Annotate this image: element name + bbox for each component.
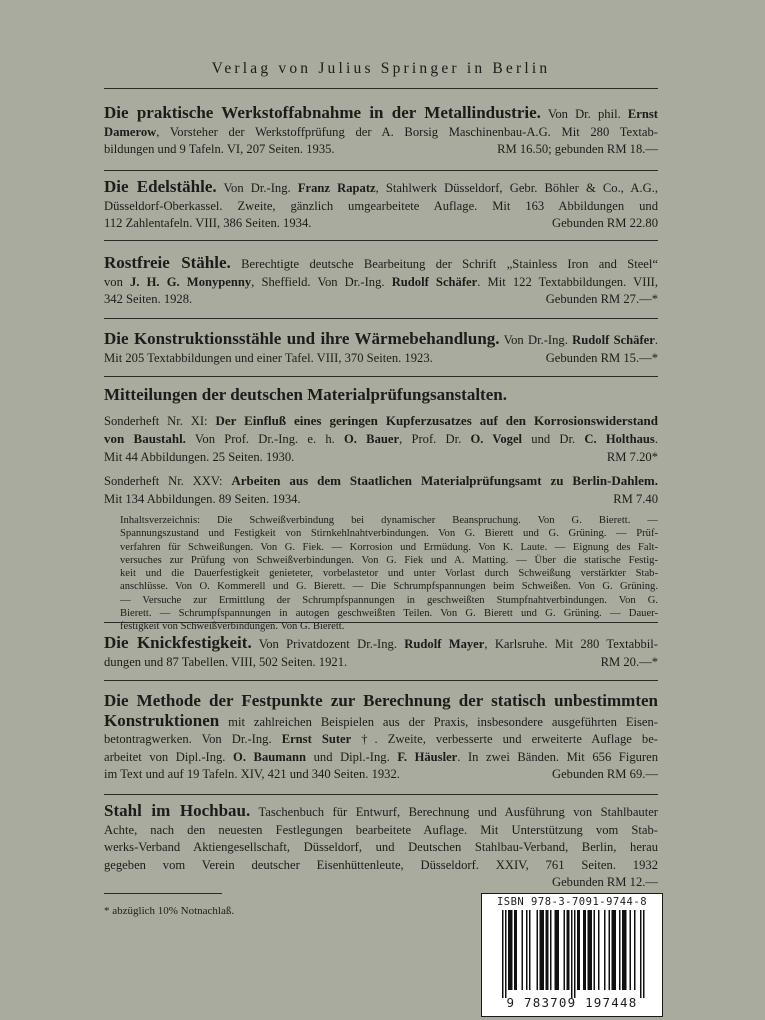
barcode-bar <box>630 910 632 990</box>
contents-line: Inhaltsverzeichnis: Die Schweißverbindung bei dynamischer Beanspruchung. Von G. Bierett. — <box>120 515 658 526</box>
barcode-bar <box>529 910 531 990</box>
contents-line: versuches zur Prüfung von Schweißverbindungen. Von G. Fiek und A. Matting. — Über die statische Festig- <box>120 554 658 566</box>
barcode-bar <box>588 910 590 990</box>
barcode-bars <box>492 910 652 1000</box>
text: Von Prof. Dr.-Ing. e. h. <box>185 432 345 446</box>
text: Berechtigte deutsche Bearbeitung der Schrift „Stainless Iron and Steel“ <box>230 257 658 271</box>
barcode-bar <box>585 910 587 990</box>
text: Von Dr. phil. <box>540 107 628 121</box>
text: Sonderheft Nr. XXV: <box>104 474 232 488</box>
author-name: Rudolf Schäfer <box>391 274 478 289</box>
barcode-bar <box>634 910 636 990</box>
text: . In zwei Bänden. Mit 656 Figuren <box>457 749 658 764</box>
text: , Sheffield. Von Dr.-Ing. <box>251 274 392 289</box>
text: Sonderheft Nr. XI: <box>104 413 216 428</box>
book-entry <box>104 330 658 367</box>
barcode-bar <box>537 910 539 990</box>
text: , Karlsruhe. Mit 280 Textabbil- <box>484 637 658 651</box>
barcode-bar <box>555 910 557 990</box>
text: dungen und 87 Tabellen. VIII, 502 Seiten. 1921. <box>104 654 348 669</box>
book-entry <box>104 178 658 233</box>
barcode-bar <box>510 910 512 990</box>
isbn-barcode <box>481 893 663 1017</box>
barcode-bar <box>619 910 621 990</box>
text: , Vorsteher der Werkstoffprüfung der A. Borsig Maschinenbau-A.G. Mit 280 Textab- <box>156 124 658 139</box>
text: , Prof. Dr. <box>399 432 471 446</box>
barcode-bar <box>568 910 570 990</box>
book-title: Stahl im Hochbau. <box>104 801 251 820</box>
text: . <box>654 432 658 446</box>
text: . Mit 122 Textabbildungen. VIII, <box>477 274 658 289</box>
text: mit zahlreichen Beispielen aus der Praxis, insbesondere ausgeführten Eisen- <box>219 714 658 729</box>
text: Mit 44 Abbildungen. 25 Seiten. 1930. <box>104 449 295 464</box>
text: im Text und auf 19 Tafeln. XIV, 421 und 340 Seiten. 1932. <box>104 767 400 781</box>
text: Von Privatdozent Dr.-Ing. <box>251 637 405 651</box>
barcode-bar <box>541 910 543 990</box>
barcode-bar <box>540 910 542 990</box>
series-entry <box>104 386 658 634</box>
contents-line: Spannungszustand und Festigkeit von Stirnkehlnahtverbindungen. Von G. Bierett und G. Grüning. — Prüf- <box>120 528 658 540</box>
author-name: Rudolf Schäfer <box>572 333 655 347</box>
contents-line: — Versuche zur Ermittlung der Schrumpfspannungen in geschweißten Stumpfnahtverbindungen. Von G. <box>120 594 658 606</box>
author-name: Ernst Suter <box>281 732 352 746</box>
contents-line: festigkeit von Schweißverbindungen. Von G. Bierett. <box>120 621 345 633</box>
barcode-bar <box>579 910 581 990</box>
text: Mit 205 Textabbildungen und einer Tafel. VIII, 370 Seiten. 1923. <box>104 350 433 365</box>
footnote: * abzüglich 10% Notnachlaß. <box>104 905 235 917</box>
barcode-bar <box>556 910 558 990</box>
text: arbeitet von Dipl.-Ing. <box>104 749 234 764</box>
author-name: F. Häusler <box>397 749 458 764</box>
barcode-bar <box>567 910 569 990</box>
book-title: von Baustahl. <box>104 431 186 446</box>
contents-line: Bierett. — Schrumpfspannungen in autogen geschweißten Teilen. Von G. Bierett und G. Grüning. — Dauer- <box>120 608 658 620</box>
author-name: O. Vogel <box>470 432 523 446</box>
barcode-bar <box>640 910 642 998</box>
isbn-label: ISBN 978-3-7091-9744-8 <box>496 896 648 908</box>
barcode-bar <box>505 910 507 998</box>
book-title: Konstruktionen <box>104 710 220 730</box>
divider <box>104 240 658 241</box>
author-name: O. Baumann <box>233 749 307 764</box>
price: Gebunden RM 15.—* <box>545 350 658 365</box>
text: und Dipl.-Ing. <box>306 749 398 764</box>
barcode-bar <box>594 910 596 990</box>
barcode-bar <box>591 910 593 990</box>
publisher-header: Verlag von Julius Springer in Berlin <box>211 60 551 77</box>
book-title: Die Edelstähle. <box>104 177 217 196</box>
price: Gebunden RM 22.80 <box>552 216 658 230</box>
text: Von Dr.-Ing. <box>216 181 298 195</box>
text: betontragwerken. Von Dr.-Ing. <box>104 732 282 746</box>
text: Achte, nach den neuesten Festlegungen bearbeitete Auflage. Mit Unterstützung vom Stab- <box>104 822 658 837</box>
price: Gebunden RM 12.— <box>552 875 658 889</box>
divider <box>104 794 658 795</box>
barcode-bar <box>508 910 510 990</box>
barcode-bar <box>516 910 518 990</box>
contents-line: keit und die Dauerfestigkeit genieteter, vorbelastetor und unter Vorlast durch Schweißung verstärkter Stab- <box>120 568 658 580</box>
isbn-digits: 9 783709 197448 <box>506 995 638 1010</box>
author-name: C. Holthaus <box>584 432 655 446</box>
text: , Stahlwerk Düsseldorf, Gebr. Böhler & Co., A.G., <box>375 181 658 195</box>
text: gegeben vom Verein deutscher Eisenhüttenleute, Düsseldorf. XXIV, 761 Seiten. 1932 <box>104 857 658 872</box>
text: Mit 134 Abbildungen. 89 Seiten. 1934. <box>104 491 301 506</box>
book-title: Die Methode der Festpunkte zur Berechnung der statisch unbestimmten <box>104 691 658 710</box>
book-title: Rostfreie Stähle. <box>104 253 231 272</box>
divider <box>104 170 658 171</box>
barcode-bar <box>589 910 591 990</box>
book-title: Die Knickfestigkeit. <box>104 633 252 652</box>
text: . <box>654 333 658 347</box>
barcode-bar <box>511 910 513 990</box>
contents-list <box>104 514 658 634</box>
barcode-bar <box>514 910 516 990</box>
book-title: Die praktische Werkstoffabnahme in der Metallindustrie. <box>104 103 541 122</box>
price: RM 7.40 <box>613 491 658 506</box>
price: RM 16.50; gebunden RM 18.— <box>497 142 658 156</box>
barcode-bar <box>571 910 573 998</box>
barcode-bar <box>643 910 645 998</box>
text: und Dr. <box>522 432 585 446</box>
book-entry <box>104 692 658 784</box>
book-entry <box>104 254 658 309</box>
contents-line: anschlüsse. Von O. Kommerell und G. Bierett. — Die Schrumpfspannungen beim Schweißen. Von G. Grüning. <box>120 581 658 593</box>
barcode-bar <box>609 910 611 990</box>
divider <box>104 376 658 377</box>
book-entry <box>104 104 658 159</box>
barcode-bar <box>558 910 560 990</box>
text: 342 Seiten. 1928. <box>104 292 193 306</box>
barcode-bar <box>550 910 552 990</box>
barcode-bar <box>625 910 627 990</box>
barcode-bar <box>604 910 606 990</box>
barcode-bar <box>526 910 528 990</box>
price: RM 7.20* <box>606 449 658 464</box>
book-entry <box>104 802 658 892</box>
text: bildungen und 9 Tafeln. VI, 207 Seiten. 1935. <box>104 142 335 156</box>
barcode-bar <box>522 910 524 990</box>
text: Taschenbuch für Entwurf, Berechnung und Ausführung von Stahlbauter <box>250 805 658 819</box>
barcode-bar <box>624 910 626 990</box>
author-name: Damerow <box>104 124 157 139</box>
book-title: Die Konstruktionsstähle und ihre Wärmebehandlung. <box>104 329 500 348</box>
book-title: Arbeiten aus dem Staatlichen Materialprüfungsamt zu Berlin-Dahlem. <box>231 473 658 488</box>
series-title: Mitteilungen der deutschen Materialprüfungsanstalten. <box>104 385 507 404</box>
price: Gebunden RM 27.—* <box>545 292 658 306</box>
divider <box>104 318 658 319</box>
barcode-bar <box>598 910 600 990</box>
price: RM 20.—* <box>600 654 658 669</box>
book-title: Der Einfluß eines geringen Kupferzusatzes auf den Korrosionswiderstand <box>215 412 658 428</box>
barcode-bar <box>543 910 545 990</box>
text: von <box>104 274 131 289</box>
price: Gebunden RM 69.— <box>552 767 658 781</box>
author-name: O. Bauer <box>344 432 400 446</box>
barcode-bar <box>615 910 617 990</box>
barcode-bar <box>613 910 615 990</box>
barcode-bar <box>502 910 504 998</box>
author-name: Rudolf Mayer <box>404 637 485 651</box>
text: werks-Verband Aktiengesellschaft, Düsseldorf, und Deutschen Stahlbau-Verband, Berlin, herau <box>104 840 658 854</box>
text: Düsseldorf-Oberkassel. Zweite, gänzlich umgearbeitete Auflage. Mit 163 Abbildungen und <box>104 198 658 213</box>
author-name: Ernst <box>627 107 658 121</box>
author-name: J. H. G. Monypenny <box>130 274 252 289</box>
footnote-rule <box>104 893 222 894</box>
barcode-bar <box>546 910 548 990</box>
barcode-bar <box>547 910 549 990</box>
barcode-bar <box>574 910 576 998</box>
author-name: Franz Rapatz <box>297 181 376 195</box>
barcode-bar <box>564 910 566 990</box>
barcode-bar <box>583 910 585 990</box>
barcode-bar <box>612 910 614 990</box>
divider <box>104 88 658 89</box>
book-entry <box>104 634 658 671</box>
divider <box>104 622 658 623</box>
divider <box>104 680 658 681</box>
text: Von Dr.-Ing. <box>499 333 573 347</box>
text: 112 Zahlentafeln. VIII, 386 Seiten. 1934. <box>104 216 312 230</box>
text: †. Zweite, verbesserte und erweiterte Auflage be- <box>351 732 658 746</box>
barcode-bar <box>577 910 579 990</box>
barcode-bar <box>622 910 624 990</box>
contents-line: verfahren für Schweißungen. Von G. Fiek. — Korrosion und Ermüdung. Von K. Laute. — Eignung des Falt- <box>120 541 658 553</box>
